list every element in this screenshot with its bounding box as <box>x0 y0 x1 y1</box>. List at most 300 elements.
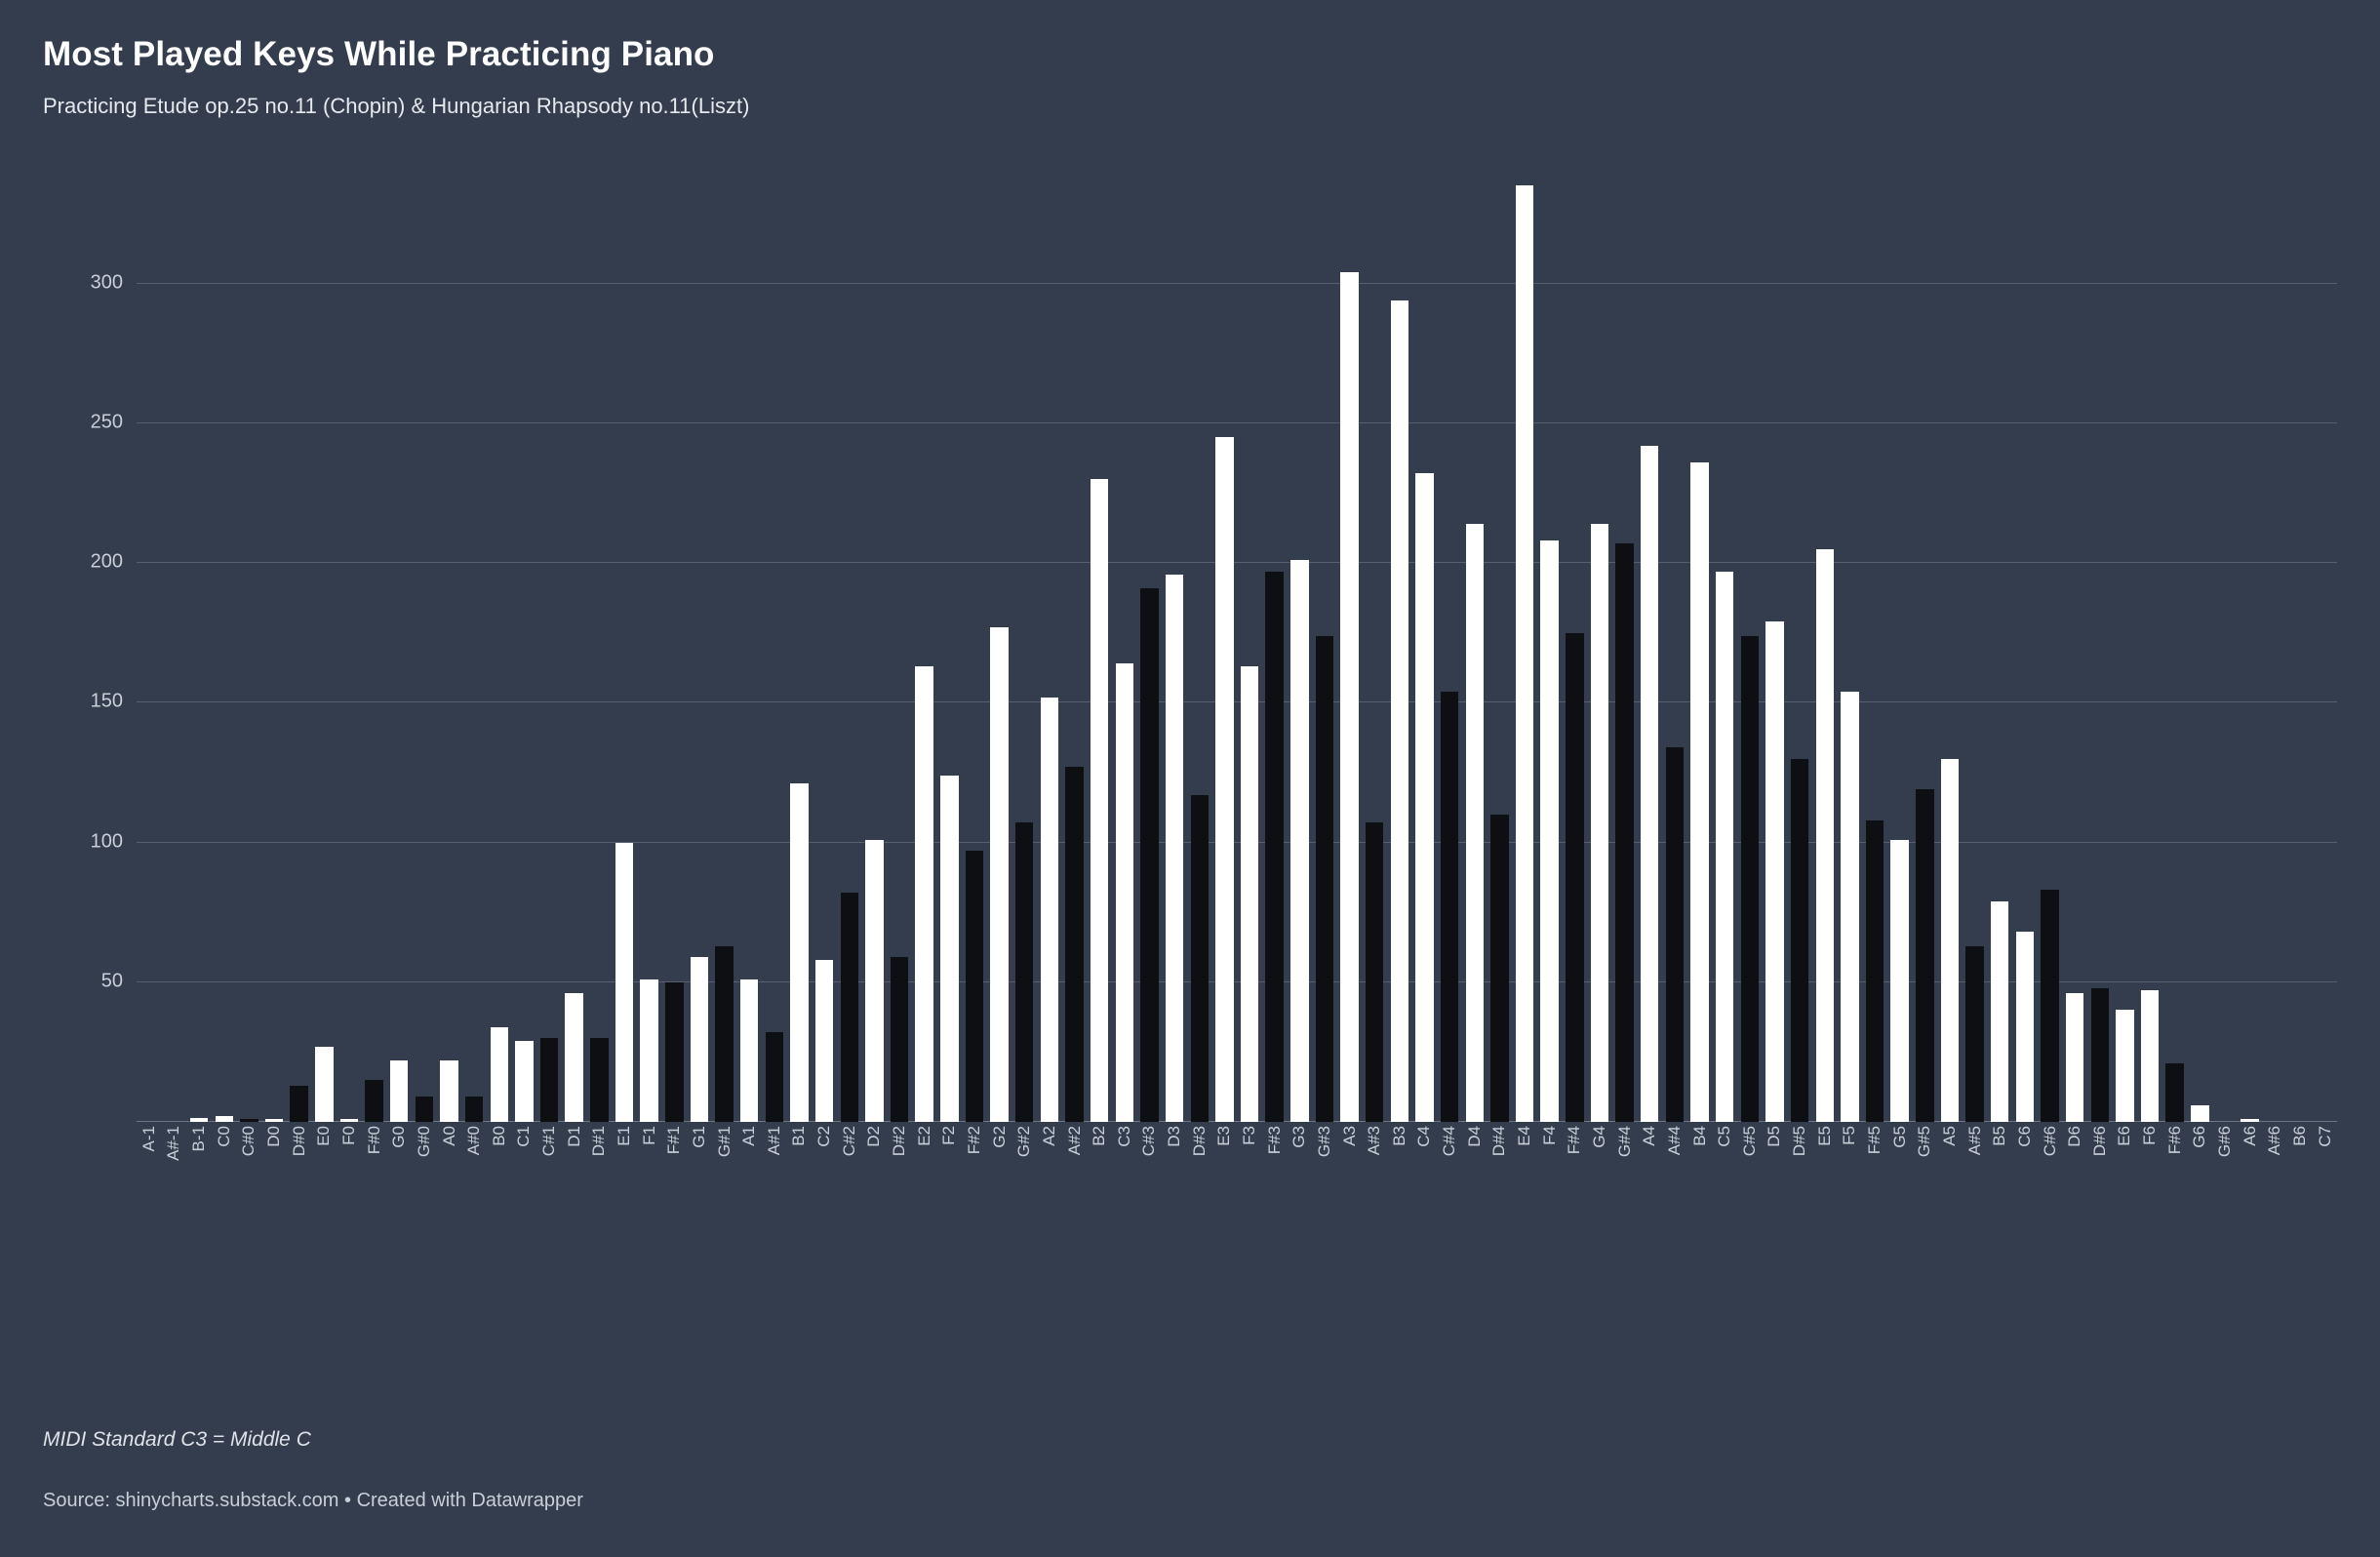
x-label-slot <box>1087 1122 1112 1177</box>
bar-slot <box>2038 172 2063 1122</box>
x-axis-tick-label: C#6 <box>2040 1126 2059 1157</box>
x-axis-tick-label: D#2 <box>890 1126 909 1157</box>
x-axis-tick-label: C3 <box>1114 1126 1133 1147</box>
bar-slot <box>437 172 462 1122</box>
x-label-slot <box>1763 1122 1788 1177</box>
x-label-slot <box>1787 1122 1812 1177</box>
x-axis-tick-label: D#5 <box>1790 1126 1809 1157</box>
bar[interactable] <box>2041 890 2058 1122</box>
bar[interactable] <box>1140 588 1158 1122</box>
bar-slot <box>1687 172 1713 1122</box>
x-axis-tick-label: C2 <box>814 1126 834 1147</box>
bar-slot <box>612 172 637 1122</box>
bar-slot <box>1987 172 2012 1122</box>
x-axis-tick-label: F3 <box>1240 1126 1258 1145</box>
x-axis-tick-label: G#2 <box>1014 1126 1034 1158</box>
x-label-slot <box>2238 1122 2263 1177</box>
bar-slot <box>1537 172 1563 1122</box>
x-axis-tick-label: A#1 <box>764 1126 783 1156</box>
x-axis-tick-label: B3 <box>1389 1126 1408 1146</box>
x-axis-tick-label: F#5 <box>1865 1126 1884 1155</box>
bar-slot <box>2262 172 2287 1122</box>
x-label-slot <box>2262 1122 2287 1177</box>
x-axis-tick-label: G#5 <box>1915 1126 1934 1158</box>
x-label-slot <box>736 1122 762 1177</box>
x-label-slot <box>1112 1122 1137 1177</box>
bar[interactable] <box>1841 692 1858 1122</box>
bar[interactable] <box>515 1041 533 1122</box>
bar-slot <box>1763 172 1788 1122</box>
bar[interactable] <box>1241 666 1258 1122</box>
x-axis-tick-label: A0 <box>439 1126 458 1146</box>
bar[interactable] <box>2016 932 2034 1122</box>
x-axis-tick-label: G#0 <box>414 1126 433 1158</box>
bar[interactable] <box>1941 759 1959 1122</box>
x-axis-tick-label: G1 <box>689 1126 708 1148</box>
x-axis-tick-label: E5 <box>1814 1126 1834 1146</box>
x-label-slot <box>1287 1122 1312 1177</box>
bar-slot <box>1387 172 1412 1122</box>
bar[interactable] <box>691 957 708 1122</box>
bar-slot <box>337 172 362 1122</box>
bar-slot <box>1662 172 1687 1122</box>
x-axis-tick-label: A3 <box>1339 1126 1359 1146</box>
y-axis-tick-label: 100 <box>90 830 123 853</box>
x-axis-tick-label: C0 <box>214 1126 233 1147</box>
x-axis-tick-label: C4 <box>1414 1126 1434 1147</box>
bar[interactable] <box>1015 822 1033 1122</box>
x-label-slot <box>512 1122 537 1177</box>
y-axis-tick-label: 300 <box>90 271 123 294</box>
bar[interactable] <box>1290 560 1308 1122</box>
x-axis-tick-label: D2 <box>864 1126 884 1147</box>
x-axis-tick-label: D#3 <box>1189 1126 1209 1157</box>
x-label-slot <box>212 1122 237 1177</box>
x-label-slot <box>1862 1122 1887 1177</box>
x-axis-tick-label: A-1 <box>139 1126 158 1152</box>
x-axis-tick-label: E6 <box>2115 1126 2134 1146</box>
x-axis-tick-label: F4 <box>1539 1126 1559 1145</box>
bar[interactable] <box>1490 815 1508 1122</box>
bar-slot <box>1262 172 1288 1122</box>
y-axis-tick-label: 50 <box>100 970 123 992</box>
bar[interactable] <box>1091 479 1108 1122</box>
bar-slot <box>1587 172 1612 1122</box>
bar-slot <box>1437 172 1462 1122</box>
bar-slot <box>1162 172 1187 1122</box>
bar-slot <box>1187 172 1212 1122</box>
bar-slot <box>237 172 262 1122</box>
bar-slot <box>687 172 712 1122</box>
x-label-slot <box>1237 1122 1262 1177</box>
x-axis-tick-label: D1 <box>564 1126 583 1147</box>
bar-slot <box>1137 172 1163 1122</box>
x-axis-tick-label: A4 <box>1640 1126 1659 1146</box>
x-label-slot <box>1987 1122 2012 1177</box>
bar[interactable] <box>891 957 908 1122</box>
x-label-slot <box>887 1122 912 1177</box>
x-label-slot <box>2087 1122 2113 1177</box>
chart-subtitle: Practicing Etude op.25 no.11 (Chopin) & Hungarian Rhapsody no.11(Liszt) <box>43 94 750 118</box>
x-axis-tick-label: E4 <box>1515 1126 1534 1146</box>
bar-slot <box>487 172 512 1122</box>
x-label-slot <box>1662 1122 1687 1177</box>
bar[interactable] <box>1690 462 1708 1122</box>
x-label-slot <box>2212 1122 2238 1177</box>
bar-slot <box>1488 172 1513 1122</box>
x-axis-tick-label: D6 <box>2065 1126 2084 1147</box>
x-axis-tick-label: A#4 <box>1664 1126 1684 1156</box>
x-axis-tick-label: B1 <box>789 1126 809 1146</box>
x-axis-tick-label: G#6 <box>2214 1126 2234 1158</box>
x-label-slot <box>612 1122 637 1177</box>
bar-slot <box>887 172 912 1122</box>
bar[interactable] <box>1615 543 1633 1122</box>
x-label-slot <box>1187 1122 1212 1177</box>
bar-slot <box>736 172 762 1122</box>
x-axis-tick-label: C5 <box>1715 1126 1734 1147</box>
bar[interactable] <box>1890 840 1908 1122</box>
bar[interactable] <box>1340 272 1358 1122</box>
bar[interactable] <box>2191 1105 2208 1122</box>
bar-slot <box>261 172 287 1122</box>
x-label-slot <box>1488 1122 1513 1177</box>
x-axis-tick-label: C1 <box>514 1126 534 1147</box>
x-label-slot <box>487 1122 512 1177</box>
bar[interactable] <box>790 783 808 1122</box>
x-label-slot <box>2313 1122 2338 1177</box>
bar[interactable] <box>2141 990 2159 1122</box>
x-label-slot <box>461 1122 487 1177</box>
bar[interactable] <box>1666 747 1684 1122</box>
bar-series <box>137 172 2337 1122</box>
x-label-slot <box>762 1122 787 1177</box>
x-label-slot <box>787 1122 813 1177</box>
bar[interactable] <box>940 776 958 1122</box>
x-axis-tick-label: F#6 <box>2164 1126 2184 1155</box>
bar[interactable] <box>1566 633 1583 1122</box>
x-axis-tick-label: E3 <box>1214 1126 1234 1146</box>
x-axis-tick-label: E0 <box>314 1126 334 1146</box>
bar-slot <box>1362 172 1387 1122</box>
x-label-slot <box>2062 1122 2087 1177</box>
x-label-slot <box>962 1122 987 1177</box>
x-axis-tick-label: A2 <box>1039 1126 1058 1146</box>
x-label-slot <box>2287 1122 2313 1177</box>
bar[interactable] <box>640 979 657 1122</box>
bar-slot <box>2137 172 2162 1122</box>
bar[interactable] <box>2165 1063 2183 1122</box>
bar[interactable] <box>1791 759 1808 1122</box>
x-axis-labels <box>137 1122 2337 1177</box>
bar[interactable] <box>1916 789 1933 1122</box>
bar[interactable] <box>1415 473 1433 1122</box>
x-axis-tick-label: G#4 <box>1614 1126 1634 1158</box>
y-axis-tick-label: 250 <box>90 411 123 433</box>
x-axis-tick-label: F2 <box>939 1126 959 1145</box>
bar[interactable] <box>865 840 883 1122</box>
bar[interactable] <box>766 1032 783 1122</box>
bar[interactable] <box>1540 540 1558 1122</box>
bar[interactable] <box>1716 572 1733 1122</box>
bar[interactable] <box>2116 1010 2133 1122</box>
x-axis-tick-label: F#4 <box>1565 1126 1584 1155</box>
x-axis-tick-label: D0 <box>264 1126 284 1147</box>
bar[interactable] <box>990 627 1008 1122</box>
bar[interactable] <box>365 1080 382 1122</box>
x-axis-tick-label: B2 <box>1090 1126 1109 1146</box>
bar[interactable] <box>1591 524 1608 1122</box>
bar[interactable] <box>966 851 983 1122</box>
bar-slot <box>212 172 237 1122</box>
bar-slot <box>2313 172 2338 1122</box>
x-label-slot <box>1037 1122 1062 1177</box>
x-axis-tick-label: C6 <box>2014 1126 2034 1147</box>
bar-slot <box>1112 172 1137 1122</box>
x-label-slot <box>687 1122 712 1177</box>
bar[interactable] <box>590 1038 608 1122</box>
bar-slot <box>1062 172 1088 1122</box>
bar-slot <box>1812 172 1838 1122</box>
x-label-slot <box>862 1122 888 1177</box>
bar[interactable] <box>1965 946 1983 1122</box>
bar[interactable] <box>665 982 683 1122</box>
x-axis-tick-label: C#4 <box>1440 1126 1459 1157</box>
x-label-slot <box>1312 1122 1337 1177</box>
bar-slot <box>362 172 387 1122</box>
x-axis-tick-label: D4 <box>1464 1126 1484 1147</box>
x-label-slot <box>287 1122 312 1177</box>
x-label-slot <box>837 1122 862 1177</box>
bar[interactable] <box>416 1097 433 1122</box>
x-label-slot <box>1362 1122 1387 1177</box>
bar-slot <box>1212 172 1238 1122</box>
x-axis-tick-label: D3 <box>1165 1126 1184 1147</box>
bar-slot <box>186 172 212 1122</box>
bar[interactable] <box>1116 663 1133 1122</box>
bar-slot <box>1912 172 1937 1122</box>
x-label-slot <box>1137 1122 1163 1177</box>
x-label-slot <box>186 1122 212 1177</box>
bar[interactable] <box>815 960 833 1122</box>
bar[interactable] <box>1866 820 1884 1122</box>
bar-slot <box>1787 172 1812 1122</box>
bar-slot <box>386 172 412 1122</box>
bar-slot <box>637 172 662 1122</box>
bar-slot <box>2212 172 2238 1122</box>
bar[interactable] <box>1816 549 1834 1122</box>
x-label-slot <box>2012 1122 2038 1177</box>
x-axis-tick-label: A#3 <box>1365 1126 1384 1156</box>
chart-plot-wrapper <box>43 172 2337 1323</box>
bar[interactable] <box>390 1060 408 1122</box>
bar-slot <box>962 172 987 1122</box>
chart-header <box>0 0 2380 119</box>
x-axis-tick-label: D#4 <box>1489 1126 1509 1157</box>
x-label-slot <box>437 1122 462 1177</box>
bar-slot <box>2188 172 2213 1122</box>
x-label-slot <box>1563 1122 1588 1177</box>
x-label-slot <box>1212 1122 1238 1177</box>
x-axis-tick-label: G6 <box>2190 1126 2209 1148</box>
x-label-slot <box>1512 1122 1537 1177</box>
bar-slot <box>2287 172 2313 1122</box>
x-label-slot <box>2038 1122 2063 1177</box>
bar-slot <box>862 172 888 1122</box>
x-axis-tick-label: C#2 <box>839 1126 858 1157</box>
x-axis-tick-label: G#3 <box>1314 1126 1333 1158</box>
x-label-slot <box>2137 1122 2162 1177</box>
bar-slot <box>412 172 437 1122</box>
bar-slot <box>536 172 562 1122</box>
bar[interactable] <box>315 1047 333 1122</box>
bar[interactable] <box>1065 767 1083 1122</box>
x-label-slot <box>311 1122 337 1177</box>
x-label-slot <box>536 1122 562 1177</box>
bar-slot <box>1337 172 1363 1122</box>
bar-slot <box>562 172 587 1122</box>
bar[interactable] <box>491 1027 508 1122</box>
x-axis-tick-label: C#5 <box>1739 1126 1759 1157</box>
x-axis-tick-label: D#0 <box>289 1126 308 1157</box>
bar[interactable] <box>615 843 633 1122</box>
bar-slot <box>1862 172 1887 1122</box>
bar[interactable] <box>1516 185 1533 1122</box>
bar-slot <box>837 172 862 1122</box>
chart-annotation: MIDI Standard C3 = Middle C <box>43 1428 311 1451</box>
bar[interactable] <box>1166 575 1183 1122</box>
x-label-slot <box>912 1122 937 1177</box>
bar-slot <box>1838 172 1863 1122</box>
x-axis-tick-label: F#0 <box>364 1126 383 1155</box>
x-label-slot <box>2162 1122 2188 1177</box>
bar[interactable] <box>290 1086 307 1122</box>
x-axis-tick-label: A6 <box>2240 1126 2259 1146</box>
bar[interactable] <box>1191 795 1209 1122</box>
bar-slot <box>2087 172 2113 1122</box>
x-axis-tick-label: A#2 <box>1064 1126 1084 1156</box>
bar[interactable] <box>1041 698 1058 1122</box>
bar-slot <box>512 172 537 1122</box>
x-axis-tick-label: A#0 <box>464 1126 484 1156</box>
x-label-slot <box>1612 1122 1638 1177</box>
bar-slot <box>1087 172 1112 1122</box>
x-label-slot <box>1812 1122 1838 1177</box>
x-axis-tick-label: F5 <box>1840 1126 1859 1145</box>
x-label-slot <box>1462 1122 1488 1177</box>
x-label-slot <box>386 1122 412 1177</box>
bar-slot <box>2113 172 2138 1122</box>
bar[interactable] <box>1991 901 2008 1122</box>
bar[interactable] <box>715 946 733 1122</box>
x-label-slot <box>1887 1122 1913 1177</box>
x-axis-tick-label: C#0 <box>239 1126 258 1157</box>
x-label-slot <box>812 1122 837 1177</box>
bar[interactable] <box>540 1038 558 1122</box>
bar[interactable] <box>565 993 582 1122</box>
y-axis-tick-label: 150 <box>90 690 123 712</box>
bar[interactable] <box>1765 621 1783 1122</box>
x-label-slot <box>1537 1122 1563 1177</box>
bar[interactable] <box>841 893 858 1122</box>
bar[interactable] <box>1215 437 1233 1122</box>
bar[interactable] <box>1366 822 1383 1122</box>
bar[interactable] <box>1466 524 1484 1122</box>
x-label-slot <box>1712 1122 1737 1177</box>
x-axis-tick-label: F#1 <box>664 1126 684 1155</box>
x-label-slot <box>1963 1122 1988 1177</box>
x-axis-tick-label: A#5 <box>1964 1126 1984 1156</box>
bar[interactable] <box>1265 572 1283 1122</box>
x-axis-tick-label: D#1 <box>589 1126 609 1157</box>
x-label-slot <box>1162 1122 1187 1177</box>
bar-slot <box>2062 172 2087 1122</box>
x-label-slot <box>637 1122 662 1177</box>
x-label-slot <box>261 1122 287 1177</box>
bar-slot <box>587 172 613 1122</box>
bar[interactable] <box>1741 636 1759 1122</box>
x-axis-tick-label: F0 <box>338 1126 358 1145</box>
x-axis-tick-label: C#3 <box>1139 1126 1159 1157</box>
x-axis-tick-label: A5 <box>1939 1126 1959 1146</box>
bar[interactable] <box>465 1097 483 1122</box>
page-title: Most Played Keys While Practicing Piano <box>43 35 715 73</box>
x-axis-tick-label: A#-1 <box>164 1126 183 1161</box>
bar-slot <box>311 172 337 1122</box>
x-label-slot <box>1262 1122 1288 1177</box>
x-axis-tick-label: A1 <box>739 1126 759 1146</box>
x-axis-tick-label: G2 <box>989 1126 1009 1148</box>
bar-slot <box>1412 172 1438 1122</box>
x-label-slot <box>1387 1122 1412 1177</box>
bar-slot <box>162 172 187 1122</box>
bar[interactable] <box>740 979 758 1122</box>
bar-slot <box>2238 172 2263 1122</box>
bar[interactable] <box>2066 993 2083 1122</box>
bar[interactable] <box>440 1060 457 1122</box>
x-label-slot <box>1838 1122 1863 1177</box>
bar-slot <box>1737 172 1763 1122</box>
x-label-slot <box>1912 1122 1937 1177</box>
x-label-slot <box>1012 1122 1037 1177</box>
bar-slot <box>987 172 1012 1122</box>
x-label-slot <box>137 1122 162 1177</box>
x-axis-tick-label: B-1 <box>189 1126 209 1152</box>
bar[interactable] <box>1316 636 1333 1122</box>
x-label-slot <box>1687 1122 1713 1177</box>
x-label-slot <box>937 1122 963 1177</box>
x-label-slot <box>712 1122 737 1177</box>
bar[interactable] <box>2091 988 2109 1123</box>
x-label-slot <box>337 1122 362 1177</box>
x-axis-tick-label: A#6 <box>2265 1126 2284 1156</box>
bar[interactable] <box>1441 692 1458 1122</box>
bar-slot <box>1937 172 1963 1122</box>
bar[interactable] <box>1391 300 1408 1122</box>
bar-slot <box>137 172 162 1122</box>
bar-slot <box>2012 172 2038 1122</box>
x-axis-tick-label: G#1 <box>714 1126 734 1158</box>
x-axis-tick-label: F#3 <box>1264 1126 1284 1155</box>
x-label-slot <box>1587 1122 1612 1177</box>
bar-slot <box>2162 172 2188 1122</box>
bar-slot <box>1712 172 1737 1122</box>
x-axis-tick-label: B0 <box>489 1126 508 1146</box>
bar-slot <box>1963 172 1988 1122</box>
bar[interactable] <box>915 666 932 1122</box>
bar[interactable] <box>1641 446 1658 1122</box>
bar-slot <box>1462 172 1488 1122</box>
